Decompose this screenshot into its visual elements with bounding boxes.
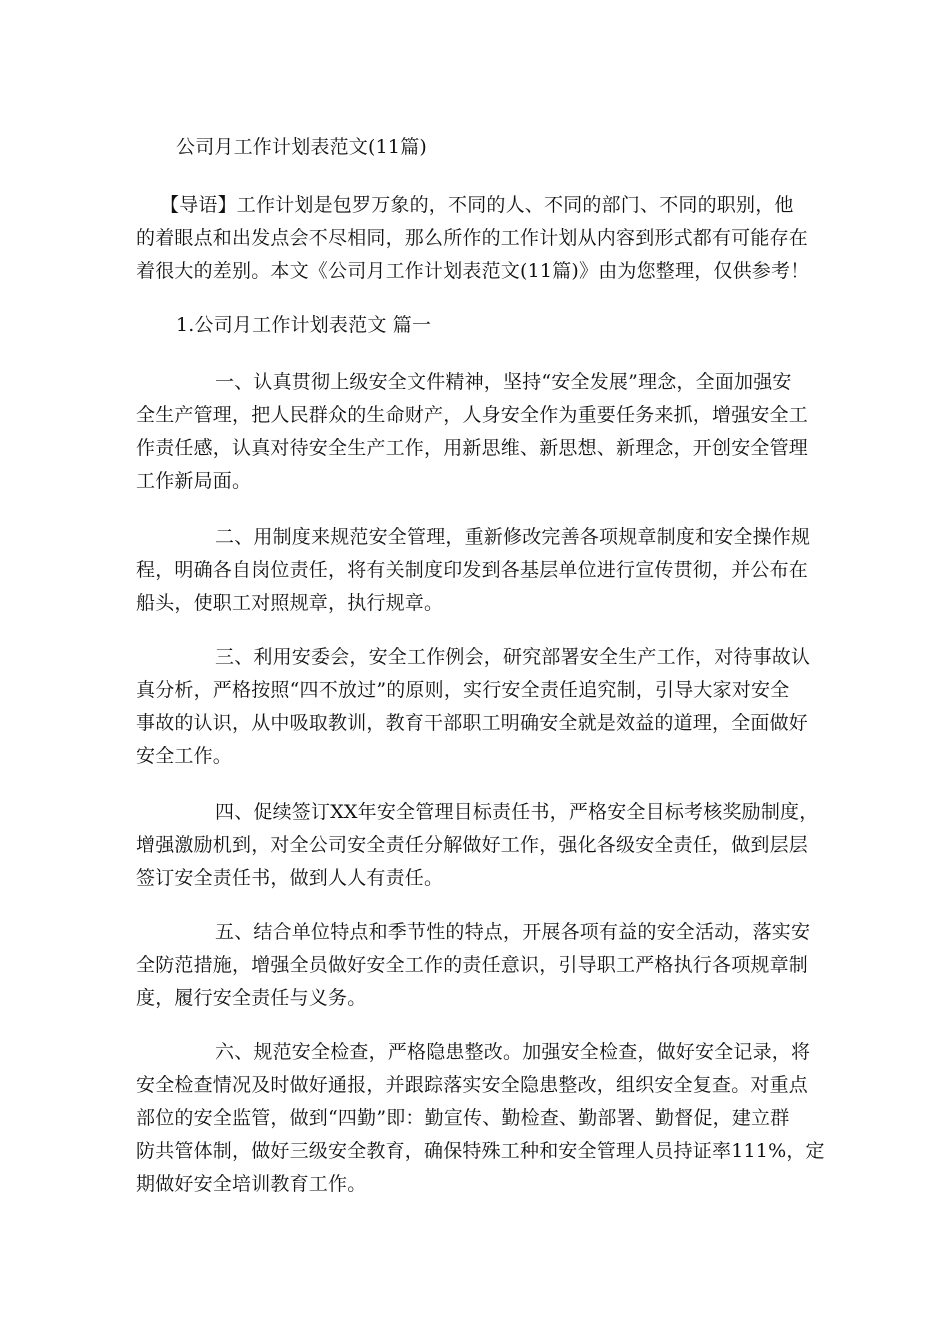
paragraph-3-line-2: 真分析，严格按照“四不放过”的原则，实行安全责任追究制，引导大家对安全 (136, 679, 790, 701)
paragraph-3-line-1: 三、利用安委会，安全工作例会，研究部署安全生产工作，对待事故认 (215, 646, 811, 668)
paragraph-1-line-1: 一、认真贯彻上级安全文件精神，坚持“安全发展”理念，全面加强安 (215, 371, 792, 393)
paragraph-6-line-1: 六、规范安全检查，严格隐患整改。加强安全检查，做好安全记录，将 (215, 1041, 811, 1063)
paragraph-6-line-4: 防共管体制，做好三级安全教育，确保特殊工种和安全管理人员持证率111%，定 (136, 1140, 825, 1162)
paragraph-4-line-1: 四、促续签订XX年安全管理目标责任书，严格安全目标考核奖励制度， (215, 801, 819, 823)
paragraph-6-line-5: 期做好安全培训教育工作。 (136, 1173, 367, 1195)
paragraph-3-line-3: 事故的认识，从中吸取教训，教育干部职工明确安全就是效益的道理，全面做好 (136, 712, 809, 734)
intro-line-1: 【导语】工作计划是包罗万象的，不同的人、不同的部门、不同的职别，他 (160, 194, 794, 216)
paragraph-2-line-3: 船头，使职工对照规章，执行规章。 (136, 592, 444, 614)
section-heading: 1.公司月工作计划表范文 篇一 (176, 314, 432, 336)
paragraph-5-line-1: 五、结合单位特点和季节性的特点，开展各项有益的安全活动，落实安 (215, 921, 811, 943)
page-title: 公司月工作计划表范文(11篇) (176, 136, 428, 158)
intro-line-3: 着很大的差别。本文《公司月工作计划表范文(11篇)》由为您整理，仅供参考！ (136, 260, 810, 282)
paragraph-6-line-2: 安全检查情况及时做好通报，并跟踪落实安全隐患整改，组织安全复查。对重点 (136, 1074, 809, 1096)
paragraph-1-line-4: 工作新局面。 (136, 470, 252, 492)
paragraph-6-line-3: 部位的安全监管，做到“四勤”即：勤宣传、勤检查、勤部署、勤督促，建立群 (136, 1107, 790, 1129)
paragraph-2-line-2: 程，明确各自岗位责任，将有关制度印发到各基层单位进行宣传贯彻，并公布在 (136, 559, 809, 581)
paragraph-5-line-2: 全防范措施，增强全员做好安全工作的责任意识，引导职工严格执行各项规章制 (136, 954, 809, 976)
paragraph-1-line-2: 全生产管理，把人民群众的生命财产，人身安全作为重要任务来抓，增强安全工 (136, 404, 809, 426)
paragraph-1-line-3: 作责任感，认真对待安全生产工作，用新思维、新思想、新理念，开创安全管理 (136, 437, 809, 459)
paragraph-4-line-2: 增强激励机到，对全公司安全责任分解做好工作，强化各级安全责任，做到层层 (136, 834, 809, 856)
paragraph-2-line-1: 二、用制度来规范安全管理，重新修改完善各项规章制度和安全操作规 (215, 526, 811, 548)
paragraph-4-line-3: 签订安全责任书，做到人人有责任。 (136, 867, 444, 889)
paragraph-3-line-4: 安全工作。 (136, 745, 233, 767)
intro-line-2: 的着眼点和出发点会不尽相同，那么所作的工作计划从内容到形式都有可能存在 (136, 227, 809, 249)
paragraph-5-line-3: 度，履行安全责任与义务。 (136, 987, 367, 1009)
